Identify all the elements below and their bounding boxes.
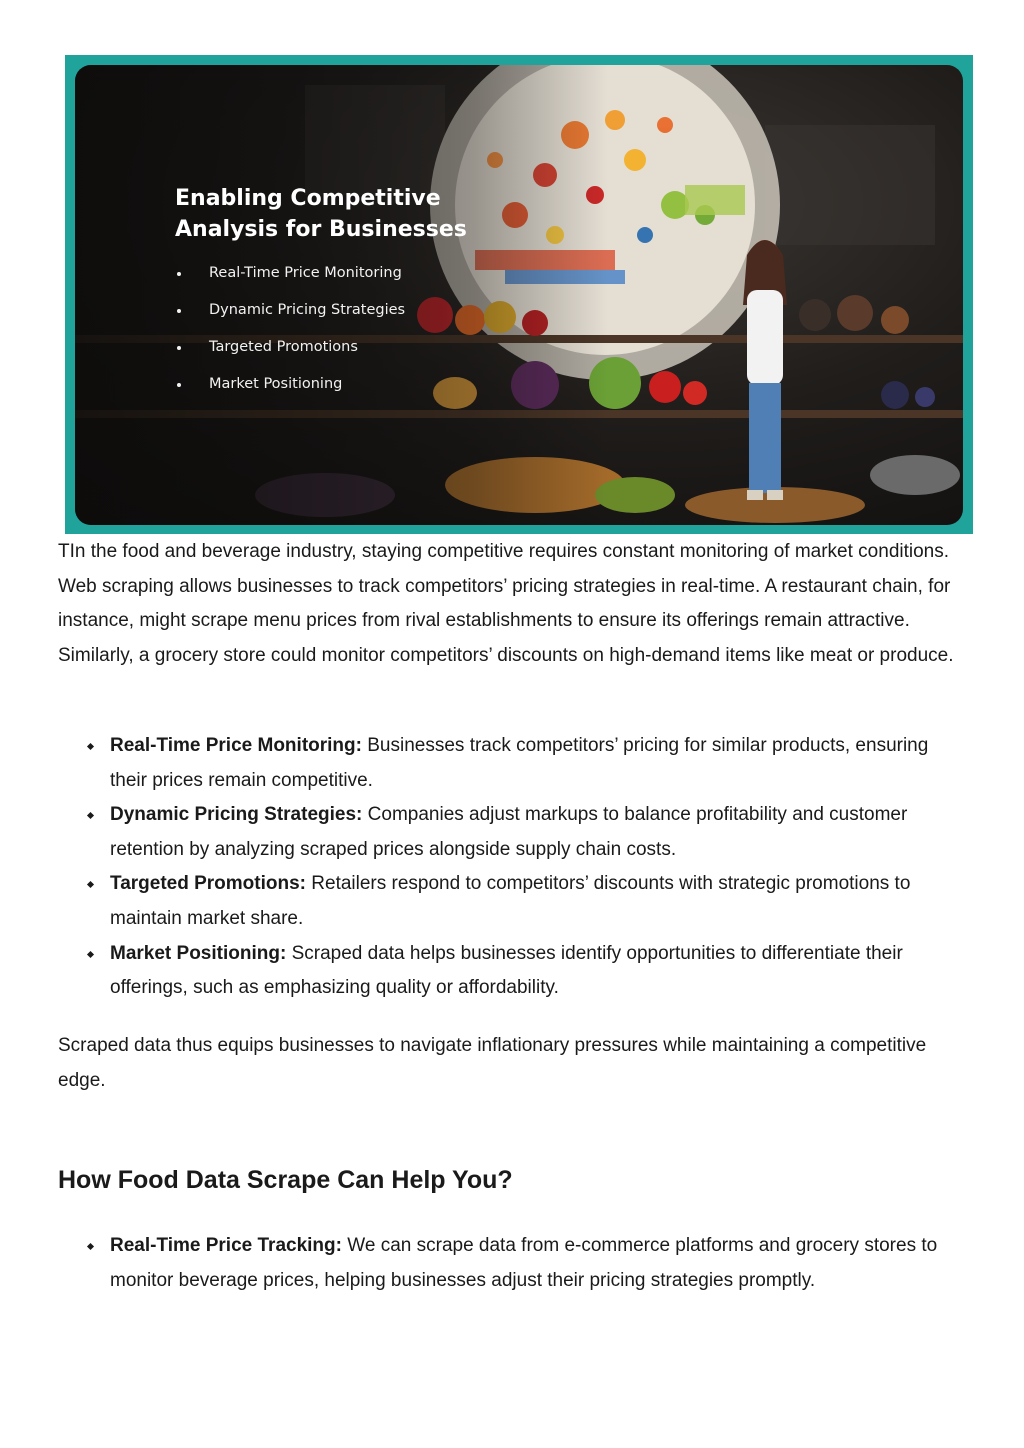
bullet-dot-icon <box>177 346 181 350</box>
bullet-dot-icon <box>177 383 181 387</box>
hero-list-item: Dynamic Pricing Strategies <box>171 302 405 339</box>
closing-paragraph: Scraped data thus equips businesses to navigate inflationary pressures while maintaining a competitive edge. <box>58 1035 927 1091</box>
list-item <box>58 937 968 1006</box>
section-heading: How Food Data Scrape Can Help You? <box>58 1166 513 1194</box>
list-item-text: We can scrape data from e-commerce platforms and grocery stores to monitor beverage prices, helping businesses adjust their pricing strategies promptly. <box>110 1235 938 1291</box>
list-item-text: Scraped data helps businesses identify opportunities to differentiate their offerings, such as emphasizing quality or affordability. <box>110 942 903 999</box>
bullet-dot-icon <box>177 272 181 276</box>
list-item-label: Real-Time Price Tracking: <box>110 1235 342 1256</box>
hero-title-line-1: Enabling Competitive <box>175 186 441 211</box>
list-item <box>58 798 968 867</box>
list-item-label: Targeted Promotions: <box>110 873 306 895</box>
diamond-bullet-icon <box>87 1243 94 1250</box>
hero-title-line-2: Analysis for Businesses <box>175 217 467 242</box>
list-item-text: Retailers respond to competitors’ discounts with strategic promotions to maintain market share. <box>110 873 911 929</box>
hero-title <box>175 183 467 245</box>
hero-banner <box>65 55 973 534</box>
list-item <box>58 1229 968 1298</box>
list-item <box>58 867 968 936</box>
hero-list-item: Real-Time Price Monitoring <box>171 265 405 302</box>
list-item-label: Real-Time Price Monitoring: <box>110 735 362 756</box>
benefits-list <box>58 729 968 1006</box>
hero-list-item: Market Positioning <box>171 376 405 413</box>
diamond-bullet-icon <box>87 812 94 819</box>
intro-paragraph: TIn the food and beverage industry, staying competitive requires constant monitoring of market conditions. Web scraping allows businesses to track competitors’ pricing strategies in real-time. A restaurant chain, for instance, might scrape menu prices from rival establishments to ensure its offerings remain attractive. Similarly, a grocery store could monitor competitors’ discounts on high-demand items like meat or produce. <box>58 541 954 666</box>
diamond-bullet-icon <box>87 951 94 958</box>
list-item <box>58 729 968 798</box>
list-item-text: Businesses track competitors’ pricing for similar products, ensuring their prices remain competitive. <box>110 735 929 791</box>
diamond-bullet-icon <box>87 743 94 750</box>
list-item-label: Dynamic Pricing Strategies: <box>110 804 363 826</box>
hero-list <box>171 265 405 413</box>
list-item-text: Companies adjust markups to balance profitability and customer retention by analyzing scraped prices alongside supply chain costs. <box>110 804 908 860</box>
hero-list-item: Targeted Promotions <box>171 339 405 376</box>
hero-image <box>75 65 963 525</box>
bullet-dot-icon <box>177 309 181 313</box>
diamond-bullet-icon <box>87 881 94 888</box>
list-item-label: Market Positioning: <box>110 942 287 964</box>
help-list <box>58 1229 968 1298</box>
